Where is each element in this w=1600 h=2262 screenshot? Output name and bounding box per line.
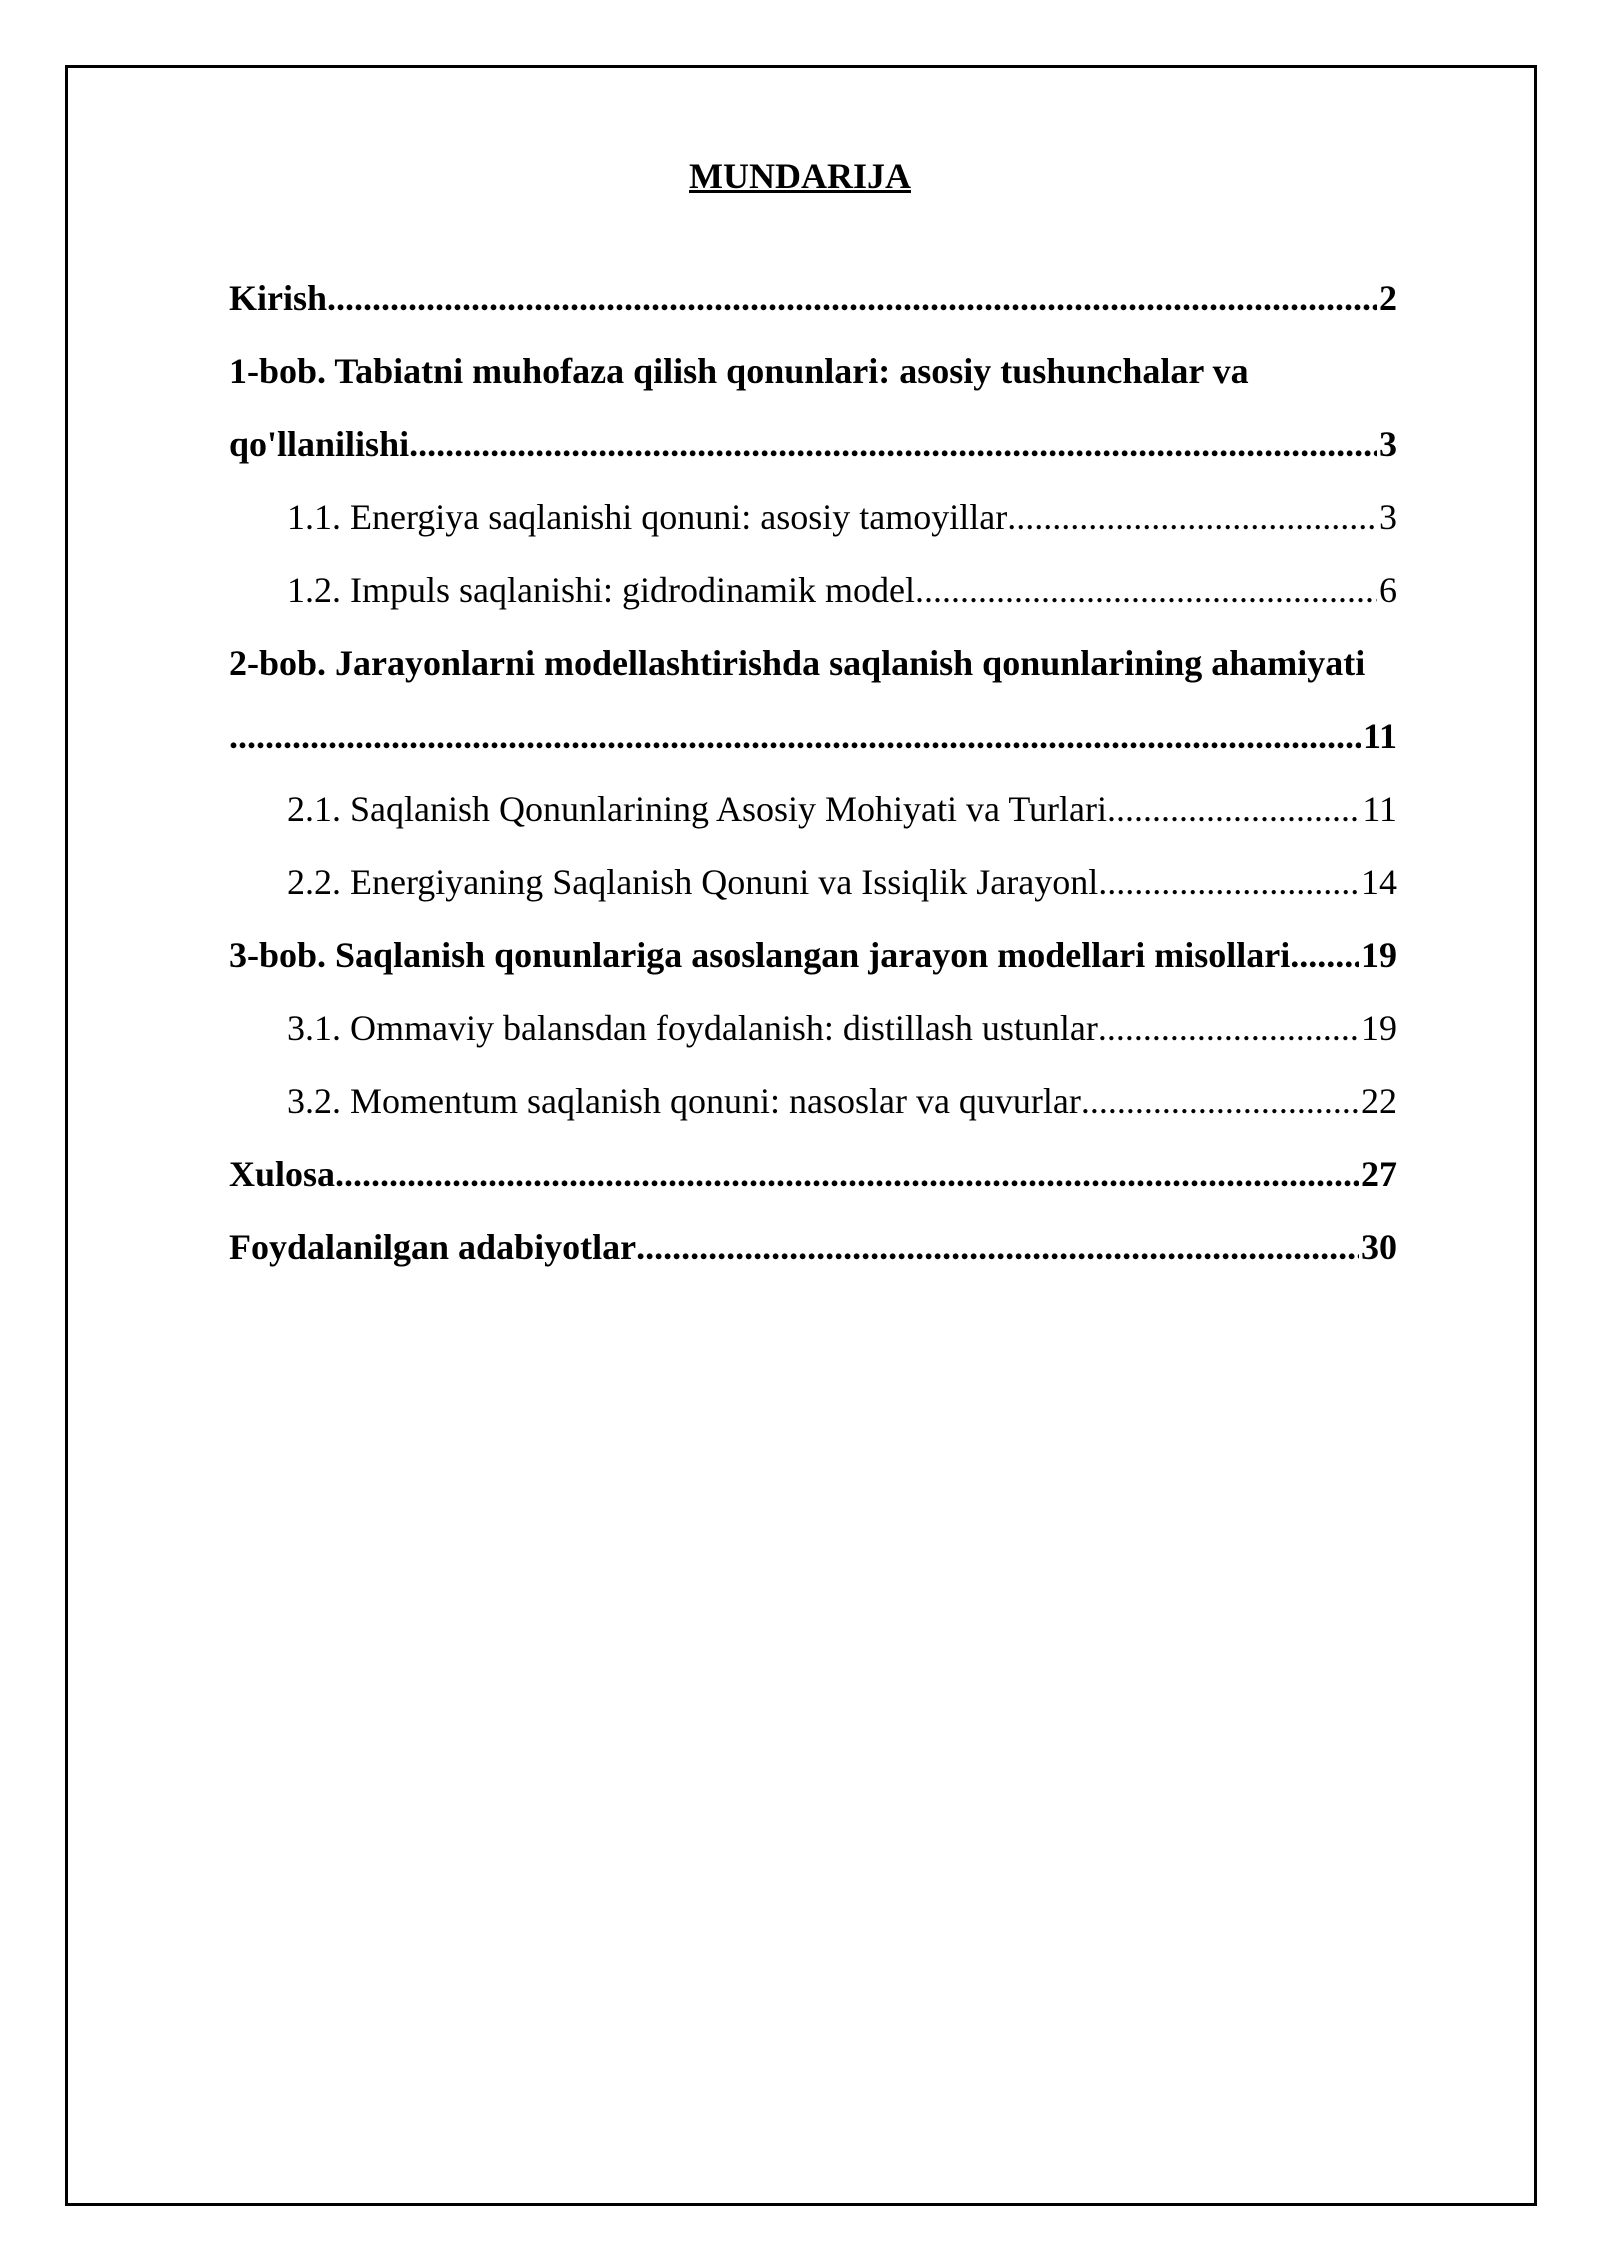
toc-entry-label: Foydalanilgan adabiyotlar <box>229 1227 637 1267</box>
dot-leader <box>335 1138 1359 1211</box>
toc-entry-page: 14 <box>1361 862 1397 902</box>
toc-entry-page: 19 <box>1361 935 1397 975</box>
toc-entry-chapter-3[interactable] <box>229 919 1397 992</box>
toc-entry-label: qo'llanilishi <box>229 424 410 464</box>
toc-entry-label: 2.2. Energiyaning Saqlanish Qonuni va Issiqlik Jarayonl <box>287 862 1099 902</box>
toc-entry-adabiyotlar[interactable] <box>229 1211 1397 1284</box>
toc-entry-2-1[interactable] <box>229 773 1397 846</box>
dot-leader <box>636 1211 1359 1284</box>
toc-entry-label: 3.2. Momentum saqlanish qonuni: nasoslar va quvurlar <box>287 1081 1081 1121</box>
toc-entry-label: 1.1. Energiya saqlanishi qonuni: asosiy tamoyillar <box>287 497 1008 537</box>
toc-entry-page: 2 <box>1379 278 1397 318</box>
toc-entry-kirish[interactable] <box>229 262 1397 335</box>
dot-leader <box>327 262 1377 335</box>
toc-entry-page: 30 <box>1361 1227 1397 1267</box>
dot-leader <box>1081 1065 1359 1138</box>
dot-leader <box>1098 992 1359 1065</box>
toc-entry-page: 22 <box>1361 1081 1397 1121</box>
dot-leader <box>1299 919 1359 992</box>
toc-entry-xulosa[interactable] <box>229 1138 1397 1211</box>
toc-entry-label: 1.2. Impuls saqlanishi: gidrodinamik model <box>287 570 915 610</box>
toc-entry-page: 3 <box>1379 424 1397 464</box>
toc-entry-page: 6 <box>1379 570 1397 610</box>
dot-leader <box>1107 773 1360 846</box>
toc-entry-label-line1: 2-bob. Jarayonlarni modellashtirishda saqlanish qonunlarining ahamiyati <box>229 643 1366 683</box>
toc-entry-2-2[interactable] <box>229 846 1397 919</box>
toc-entry-page: 11 <box>1362 789 1397 829</box>
toc-entry-1-1[interactable] <box>229 481 1397 554</box>
toc-entry-label: 3.1. Ommaviy balansdan foydalanish: distillash ustunlar <box>287 1008 1098 1048</box>
toc-entry-chapter-2[interactable] <box>229 627 1397 773</box>
toc-entry-label: Xulosa <box>229 1154 336 1194</box>
dot-leader <box>1007 481 1377 554</box>
toc-entry-chapter-1[interactable] <box>229 335 1397 481</box>
toc-entry-3-2[interactable] <box>229 1065 1397 1138</box>
toc-entry-3-1[interactable] <box>229 992 1397 1065</box>
toc-entry-label: 3-bob. Saqlanish qonunlariga asoslangan jarayon modellari misollari. <box>229 935 1300 975</box>
dot-leader <box>1098 846 1359 919</box>
dot-leader <box>915 554 1377 627</box>
toc-entry-label: 2.1. Saqlanish Qonunlarining Asosiy Mohiyati va Turlari <box>287 789 1108 829</box>
toc-entry-page: 27 <box>1361 1154 1397 1194</box>
toc-entry-label: Kirish <box>229 278 328 318</box>
toc-entry-page: 19 <box>1361 1008 1397 1048</box>
toc-entry-page: 3 <box>1379 497 1397 537</box>
toc-entry-1-2[interactable] <box>229 554 1397 627</box>
toc-entry-label-line1: 1-bob. Tabiatni muhofaza qilish qonunlari: asosiy tushunchalar va <box>229 351 1249 391</box>
toc-entry-page: 11 <box>1362 716 1397 756</box>
table-of-contents <box>229 262 1397 1284</box>
toc-title: MUNDARIJA <box>689 156 911 196</box>
dot-leader <box>229 700 1361 773</box>
dot-leader <box>409 408 1377 481</box>
